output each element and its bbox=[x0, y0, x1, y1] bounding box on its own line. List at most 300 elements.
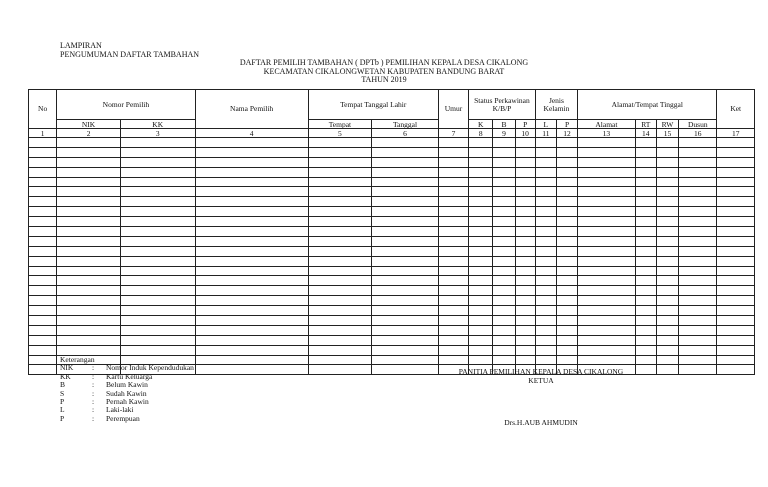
table-cell bbox=[469, 256, 493, 266]
table-cell bbox=[717, 147, 755, 157]
table-cell bbox=[120, 316, 195, 326]
table-cell bbox=[635, 316, 656, 326]
table-cell bbox=[195, 236, 308, 246]
table-header-row bbox=[29, 90, 755, 120]
legend-abbr: B bbox=[60, 380, 66, 390]
table-cell bbox=[679, 187, 717, 197]
table-cell bbox=[308, 335, 372, 345]
table-cell bbox=[372, 276, 439, 286]
table-cell bbox=[120, 147, 195, 157]
table-row bbox=[29, 236, 755, 246]
table-cell bbox=[57, 256, 121, 266]
table-cell bbox=[29, 207, 57, 217]
table-cell bbox=[679, 325, 717, 335]
subheader-rt: RT bbox=[635, 120, 656, 129]
table-cell bbox=[493, 316, 515, 326]
table-cell bbox=[438, 345, 468, 355]
table-cell bbox=[556, 167, 577, 177]
signature-name: Drs.H.AUB AHMUDIN bbox=[504, 418, 578, 427]
table-subheader-row bbox=[29, 120, 755, 129]
table-cell bbox=[372, 236, 439, 246]
table-cell bbox=[578, 177, 636, 187]
table-cell bbox=[120, 256, 195, 266]
table-cell bbox=[635, 286, 656, 296]
table-cell bbox=[635, 306, 656, 316]
table-cell bbox=[308, 157, 372, 167]
table-row bbox=[29, 187, 755, 197]
subheader-tempat: Tempat bbox=[308, 120, 372, 129]
table-cell bbox=[120, 286, 195, 296]
column-number: 10 bbox=[515, 129, 535, 138]
table-cell bbox=[195, 207, 308, 217]
table-cell bbox=[656, 286, 678, 296]
table-cell bbox=[717, 157, 755, 167]
table-cell bbox=[635, 217, 656, 227]
table-cell bbox=[556, 207, 577, 217]
table-cell bbox=[515, 306, 535, 316]
table-cell bbox=[656, 138, 678, 148]
table-cell bbox=[438, 217, 468, 227]
table-cell bbox=[195, 246, 308, 256]
legend-colon: : bbox=[92, 380, 95, 390]
column-number: 16 bbox=[679, 129, 717, 138]
table-cell bbox=[515, 157, 535, 167]
table-cell bbox=[578, 246, 636, 256]
table-cell bbox=[29, 316, 57, 326]
table-cell bbox=[29, 256, 57, 266]
table-cell bbox=[535, 157, 556, 167]
table-row bbox=[29, 266, 755, 276]
table-cell bbox=[717, 335, 755, 345]
table-cell bbox=[535, 147, 556, 157]
table-cell bbox=[29, 187, 57, 197]
table-cell bbox=[195, 227, 308, 237]
table-cell bbox=[515, 147, 535, 157]
table-cell bbox=[438, 256, 468, 266]
table-row bbox=[29, 227, 755, 237]
table-cell bbox=[679, 147, 717, 157]
table-cell bbox=[372, 207, 439, 217]
table-cell bbox=[635, 355, 656, 365]
table-cell bbox=[308, 167, 372, 177]
table-cell bbox=[578, 335, 636, 345]
table-cell bbox=[493, 187, 515, 197]
table-cell bbox=[656, 266, 678, 276]
table-cell bbox=[438, 296, 468, 306]
table-cell bbox=[717, 167, 755, 177]
table-cell bbox=[57, 147, 121, 157]
table-cell bbox=[57, 316, 121, 326]
table-cell bbox=[57, 157, 121, 167]
table-cell bbox=[29, 335, 57, 345]
legend-colon: : bbox=[92, 405, 95, 415]
table-cell bbox=[535, 355, 556, 365]
col-header-no: No bbox=[29, 90, 57, 129]
legend-desc: Kartu Keluarga bbox=[106, 371, 153, 381]
table-cell bbox=[29, 286, 57, 296]
table-cell bbox=[578, 138, 636, 148]
table-cell bbox=[120, 167, 195, 177]
legend-colon: : bbox=[92, 397, 95, 407]
table-cell bbox=[372, 296, 439, 306]
table-cell bbox=[120, 246, 195, 256]
table-cell bbox=[493, 197, 515, 207]
table-cell bbox=[656, 197, 678, 207]
table-cell bbox=[493, 138, 515, 148]
table-cell bbox=[372, 167, 439, 177]
table-cell bbox=[535, 138, 556, 148]
table-cell bbox=[57, 227, 121, 237]
table-cell bbox=[717, 325, 755, 335]
legend-desc: Laki-laki bbox=[106, 405, 134, 415]
table-cell bbox=[515, 187, 535, 197]
table-cell bbox=[717, 286, 755, 296]
table-cell bbox=[515, 217, 535, 227]
table-cell bbox=[195, 296, 308, 306]
table-cell bbox=[438, 138, 468, 148]
table-cell bbox=[120, 325, 195, 335]
table-cell bbox=[635, 335, 656, 345]
table-cell bbox=[556, 138, 577, 148]
table-cell bbox=[120, 266, 195, 276]
title-line-2: KECAMATAN CIKALONGWETAN KABUPATEN BANDUNG BARAT bbox=[263, 66, 505, 76]
subheader-l: L bbox=[535, 120, 556, 129]
table-cell bbox=[656, 256, 678, 266]
table-cell bbox=[372, 197, 439, 207]
table-cell bbox=[635, 177, 656, 187]
table-cell bbox=[195, 355, 308, 365]
table-cell bbox=[656, 246, 678, 256]
table-cell bbox=[515, 335, 535, 345]
table-cell bbox=[120, 187, 195, 197]
table-cell bbox=[493, 157, 515, 167]
table-cell bbox=[515, 266, 535, 276]
table-cell bbox=[469, 296, 493, 306]
column-number: 1 bbox=[29, 129, 57, 138]
table-cell bbox=[308, 365, 372, 375]
table-cell bbox=[29, 355, 57, 365]
table-cell bbox=[717, 177, 755, 187]
title-line-1: DAFTAR PEMILIH TAMBAHAN ( DPTb ) PEMILIHAN KEPALA DESA CIKALONG bbox=[239, 58, 529, 67]
table-cell bbox=[556, 197, 577, 207]
table-cell bbox=[535, 276, 556, 286]
table-cell bbox=[29, 276, 57, 286]
legend-item bbox=[60, 415, 194, 423]
table-cell bbox=[679, 227, 717, 237]
table-cell bbox=[656, 217, 678, 227]
table-cell bbox=[308, 227, 372, 237]
col-header-ket: Ket bbox=[717, 90, 755, 129]
legend bbox=[60, 356, 194, 423]
table-cell bbox=[578, 207, 636, 217]
table-cell bbox=[578, 355, 636, 365]
table-cell bbox=[535, 177, 556, 187]
table-cell bbox=[578, 236, 636, 246]
table-cell bbox=[717, 296, 755, 306]
table-cell bbox=[679, 345, 717, 355]
signature-role: KETUA bbox=[528, 375, 554, 385]
table-cell bbox=[195, 177, 308, 187]
table-cell bbox=[308, 345, 372, 355]
table-cell bbox=[679, 355, 717, 365]
table-cell bbox=[493, 167, 515, 177]
legend-abbr: P bbox=[60, 397, 65, 407]
table-cell bbox=[578, 296, 636, 306]
legend-title: Keterangan bbox=[60, 355, 95, 364]
table-cell bbox=[469, 236, 493, 246]
table-cell bbox=[372, 325, 439, 335]
table-cell bbox=[535, 246, 556, 256]
table-cell bbox=[57, 197, 121, 207]
table-cell bbox=[469, 345, 493, 355]
table-cell bbox=[308, 207, 372, 217]
table-row bbox=[29, 256, 755, 266]
table-cell bbox=[717, 197, 755, 207]
table-cell bbox=[493, 345, 515, 355]
table-cell bbox=[635, 256, 656, 266]
table-cell bbox=[372, 246, 439, 256]
table-cell bbox=[372, 355, 439, 365]
table-cell bbox=[120, 177, 195, 187]
table-cell bbox=[578, 167, 636, 177]
table-cell bbox=[515, 236, 535, 246]
table-cell bbox=[372, 217, 439, 227]
table-row bbox=[29, 167, 755, 177]
table-cell bbox=[578, 217, 636, 227]
table-cell bbox=[493, 256, 515, 266]
table-row bbox=[29, 325, 755, 335]
table-row bbox=[29, 316, 755, 326]
table-cell bbox=[438, 227, 468, 237]
table-cell bbox=[635, 167, 656, 177]
table-cell bbox=[515, 256, 535, 266]
table-cell bbox=[717, 266, 755, 276]
table-cell bbox=[372, 335, 439, 345]
table-cell bbox=[308, 296, 372, 306]
table-cell bbox=[469, 266, 493, 276]
legend-desc: Sudah Kawin bbox=[106, 388, 147, 398]
table-cell bbox=[57, 187, 121, 197]
table-cell bbox=[679, 306, 717, 316]
table-cell bbox=[535, 236, 556, 246]
table-cell bbox=[656, 335, 678, 345]
table-cell bbox=[493, 227, 515, 237]
table-cell bbox=[656, 325, 678, 335]
table-cell bbox=[469, 276, 493, 286]
table-cell bbox=[656, 177, 678, 187]
table-cell bbox=[308, 316, 372, 326]
table-cell bbox=[635, 157, 656, 167]
table-cell bbox=[515, 345, 535, 355]
table-cell bbox=[372, 306, 439, 316]
table-cell bbox=[556, 187, 577, 197]
table-cell bbox=[535, 167, 556, 177]
table-cell bbox=[120, 276, 195, 286]
table-cell bbox=[535, 345, 556, 355]
table-cell bbox=[717, 207, 755, 217]
table-cell bbox=[578, 306, 636, 316]
column-number: 11 bbox=[535, 129, 556, 138]
table-cell bbox=[469, 207, 493, 217]
document-header bbox=[60, 41, 199, 59]
subheader-alamat: Alamat bbox=[578, 120, 636, 129]
table-cell bbox=[195, 316, 308, 326]
table-cell bbox=[195, 138, 308, 148]
table-cell bbox=[308, 266, 372, 276]
table-cell bbox=[656, 306, 678, 316]
legend-colon: : bbox=[92, 388, 95, 398]
table-cell bbox=[556, 256, 577, 266]
col-header-tempat-tanggal-lahir: Tempat Tanggal Lahir bbox=[308, 90, 438, 120]
table-cell bbox=[29, 177, 57, 187]
table-cell bbox=[556, 325, 577, 335]
table-cell bbox=[656, 207, 678, 217]
legend-abbr: L bbox=[60, 405, 65, 415]
table-cell bbox=[679, 256, 717, 266]
table-cell bbox=[578, 227, 636, 237]
table-cell bbox=[29, 236, 57, 246]
header-line-pengumuman: PENGUMUMAN DAFTAR TAMBAHAN bbox=[60, 50, 200, 59]
subheader-dusun: Dusun bbox=[679, 120, 717, 129]
table-cell bbox=[438, 187, 468, 197]
table-cell bbox=[535, 197, 556, 207]
table-cell bbox=[493, 207, 515, 217]
table-cell bbox=[372, 187, 439, 197]
table-row bbox=[29, 147, 755, 157]
column-number: 7 bbox=[438, 129, 468, 138]
table-cell bbox=[29, 157, 57, 167]
table-cell bbox=[656, 345, 678, 355]
table-cell bbox=[29, 325, 57, 335]
table-cell bbox=[57, 266, 121, 276]
table-cell bbox=[372, 345, 439, 355]
table-cell bbox=[679, 266, 717, 276]
table-cell bbox=[578, 197, 636, 207]
table-cell bbox=[469, 316, 493, 326]
table-cell bbox=[535, 256, 556, 266]
table-cell bbox=[438, 157, 468, 167]
table-cell bbox=[308, 138, 372, 148]
table-cell bbox=[308, 246, 372, 256]
table-cell bbox=[493, 276, 515, 286]
table-cell bbox=[717, 306, 755, 316]
table-cell bbox=[469, 355, 493, 365]
table-cell bbox=[120, 207, 195, 217]
table-cell bbox=[308, 256, 372, 266]
table-cell bbox=[57, 345, 121, 355]
table-cell bbox=[308, 177, 372, 187]
table-cell bbox=[535, 335, 556, 345]
signature-org: PANITIA PEMILIHAN KEPALA DESA CIKALONG bbox=[458, 367, 624, 376]
table-cell bbox=[556, 246, 577, 256]
table-cell bbox=[515, 276, 535, 286]
table-cell bbox=[493, 306, 515, 316]
table-cell bbox=[469, 306, 493, 316]
title-line-3: TAHUN 2019 bbox=[361, 75, 407, 84]
table-cell bbox=[656, 147, 678, 157]
table-cell bbox=[515, 207, 535, 217]
legend-colon: : bbox=[92, 371, 95, 381]
table-cell bbox=[120, 138, 195, 148]
table-cell bbox=[195, 276, 308, 286]
table-cell bbox=[57, 276, 121, 286]
table-cell bbox=[656, 187, 678, 197]
table-row bbox=[29, 197, 755, 207]
table-cell bbox=[29, 266, 57, 276]
table-cell bbox=[438, 207, 468, 217]
table-cell bbox=[493, 177, 515, 187]
table-cell bbox=[578, 187, 636, 197]
table-cell bbox=[57, 325, 121, 335]
table-cell bbox=[635, 138, 656, 148]
column-number: 12 bbox=[556, 129, 577, 138]
table-row bbox=[29, 286, 755, 296]
column-number: 14 bbox=[635, 129, 656, 138]
table-cell bbox=[438, 147, 468, 157]
table-cell bbox=[438, 316, 468, 326]
table-cell bbox=[308, 217, 372, 227]
table-cell bbox=[535, 296, 556, 306]
subheader-b: B bbox=[493, 120, 515, 129]
table-cell bbox=[493, 335, 515, 345]
table-cell bbox=[195, 157, 308, 167]
table-cell bbox=[195, 256, 308, 266]
table-cell bbox=[29, 197, 57, 207]
table-cell bbox=[438, 335, 468, 345]
table-cell bbox=[679, 138, 717, 148]
table-cell bbox=[195, 197, 308, 207]
table-cell bbox=[515, 286, 535, 296]
table-cell bbox=[469, 187, 493, 197]
table-row bbox=[29, 306, 755, 316]
table-cell bbox=[120, 157, 195, 167]
table-cell bbox=[469, 246, 493, 256]
table-cell bbox=[120, 345, 195, 355]
table-cell bbox=[308, 355, 372, 365]
subheader-kk: KK bbox=[120, 120, 195, 129]
table-cell bbox=[635, 236, 656, 246]
table-row bbox=[29, 157, 755, 167]
table-cell bbox=[535, 187, 556, 197]
table-cell bbox=[372, 286, 439, 296]
table-cell bbox=[556, 316, 577, 326]
table-cell bbox=[535, 227, 556, 237]
table-cell bbox=[635, 197, 656, 207]
column-number: 8 bbox=[469, 129, 493, 138]
table-cell bbox=[308, 147, 372, 157]
table-cell bbox=[438, 325, 468, 335]
table-cell bbox=[556, 355, 577, 365]
table-cell bbox=[195, 365, 308, 375]
col-header-jenis-kelamin: Jenis Kelamin bbox=[535, 90, 577, 120]
table-cell bbox=[515, 316, 535, 326]
table-cell bbox=[57, 286, 121, 296]
table-cell bbox=[57, 207, 121, 217]
table-cell bbox=[120, 217, 195, 227]
legend-desc: Nomor Induk Kependudukan bbox=[106, 363, 194, 373]
table-cell bbox=[656, 276, 678, 286]
table-row bbox=[29, 296, 755, 306]
table-cell bbox=[717, 276, 755, 286]
table-cell bbox=[195, 187, 308, 197]
table-cell bbox=[679, 197, 717, 207]
table-cell bbox=[717, 316, 755, 326]
table-cell bbox=[469, 167, 493, 177]
table-cell bbox=[556, 276, 577, 286]
table-cell bbox=[372, 177, 439, 187]
table-cell bbox=[656, 157, 678, 167]
table-cell bbox=[29, 296, 57, 306]
